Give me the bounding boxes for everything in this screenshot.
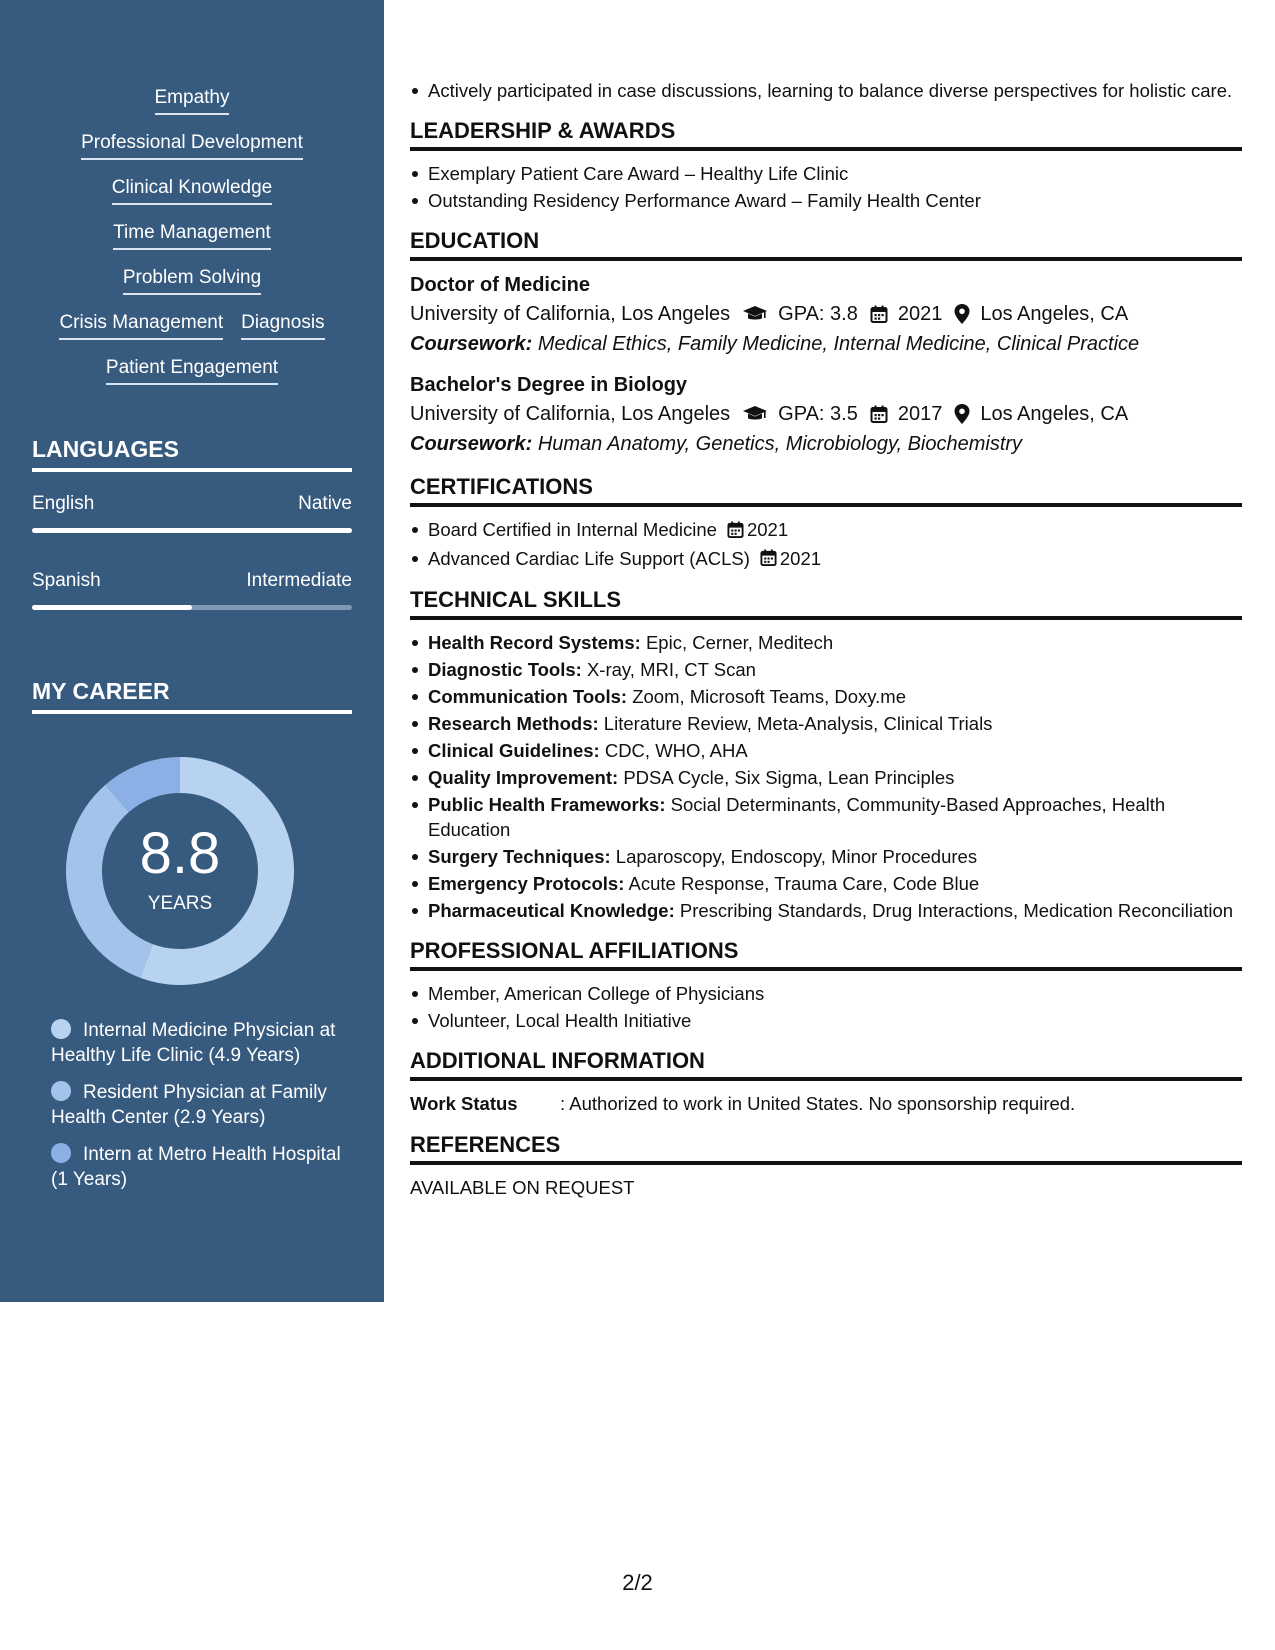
education-location: Los Angeles, CA <box>980 403 1129 425</box>
technical-skill-value: Acute Response, Trauma Care, Code Blue <box>628 873 980 895</box>
education-entry <box>410 271 1242 359</box>
language-proficiency-bar <box>32 605 352 610</box>
coursework-label: Coursework: <box>410 433 533 455</box>
career-legend-text: Internal Medicine Physician at Healthy Life Clinic (4.9 Years) <box>51 1020 336 1066</box>
certifications-heading: CERTIFICATIONS <box>410 473 1242 507</box>
skill-tag: Empathy <box>155 84 230 115</box>
list-item: Member, American College of Physicians <box>410 981 1242 1006</box>
education-coursework <box>410 329 1242 359</box>
technical-skill-label: Diagnostic Tools: <box>428 659 582 681</box>
main-content <box>410 78 1242 1201</box>
technical-skill-label: Surgery Techniques: <box>428 846 611 868</box>
education-year: 2021 <box>897 303 943 325</box>
references-heading: REFERENCES <box>410 1131 1242 1165</box>
work-status-row <box>410 1091 1242 1117</box>
career-legend-item <box>51 1142 341 1192</box>
career-total-years: 8.8 <box>139 821 221 886</box>
technical-skill-item <box>410 657 1242 682</box>
skill-row <box>32 129 352 174</box>
career-legend <box>51 1018 341 1204</box>
technical-skill-item <box>410 711 1242 736</box>
skill-tag: Patient Engagement <box>106 354 278 385</box>
education-degree: Doctor of Medicine <box>410 274 591 296</box>
language-proficiency-fill <box>32 605 192 610</box>
location-pin-icon <box>954 304 970 324</box>
technical-skill-label: Quality Improvement: <box>428 767 619 789</box>
technical-skill-value: Literature Review, Meta-Analysis, Clinical Trials <box>603 713 993 735</box>
experience-continued-list <box>410 78 1242 103</box>
technical-skill-label: Research Methods: <box>428 713 599 735</box>
language-item <box>32 569 352 610</box>
education-gpa: GPA: 3.8 <box>778 303 858 325</box>
technical-skill-label: Health Record Systems: <box>428 632 641 654</box>
certification-item <box>410 517 1242 544</box>
skill-tag: Diagnosis <box>241 309 324 340</box>
page-number: 2/2 <box>622 1570 653 1595</box>
references-text: AVAILABLE ON REQUEST <box>410 1177 635 1199</box>
skill-tag: Time Management <box>113 219 271 250</box>
coursework-value: Human Anatomy, Genetics, Microbiology, Biochemistry <box>537 433 1023 455</box>
education-year: 2017 <box>897 403 943 425</box>
certification-item <box>410 546 1242 573</box>
certification-year: 2021 <box>746 519 789 540</box>
technical-skill-value: Social Determinants, Community-Based Approaches, Health Education <box>428 794 1166 841</box>
leadership-heading: LEADERSHIP & AWARDS <box>410 117 1242 151</box>
graduation-cap-icon <box>742 305 768 323</box>
certification-name: Board Certified in Internal Medicine <box>428 519 717 540</box>
skill-row <box>32 174 352 219</box>
calendar-icon <box>760 547 777 572</box>
career-legend-dot <box>51 1143 71 1163</box>
location-pin-icon <box>954 404 970 424</box>
leadership-list <box>410 161 1242 213</box>
certification-name: Advanced Cardiac Life Support (ACLS) <box>428 547 750 569</box>
career-legend-text: Intern at Metro Health Hospital (1 Years) <box>51 1144 341 1190</box>
technical-skill-label: Communication Tools: <box>428 686 628 708</box>
technical-skills-list <box>410 630 1242 923</box>
coursework-label: Coursework: <box>410 333 533 355</box>
skill-row <box>32 219 352 264</box>
career-legend-dot <box>51 1081 71 1101</box>
skill-row <box>32 84 352 129</box>
list-item: Outstanding Residency Performance Award – Family Health Center <box>410 188 1242 213</box>
work-status-label: Work Status <box>410 1093 518 1115</box>
technical-skill-item <box>410 738 1242 763</box>
education-school: University of California, Los Angeles <box>410 303 731 325</box>
technical-skill-label: Emergency Protocols: <box>428 873 625 895</box>
technical-skill-value: Laparoscopy, Endoscopy, Minor Procedures <box>615 846 978 868</box>
language-proficiency-fill <box>32 528 352 533</box>
technical-skill-value: Zoom, Microsoft Teams, Doxy.me <box>632 686 906 708</box>
career-years-label: YEARS <box>147 893 213 914</box>
career-legend-dot <box>51 1019 71 1039</box>
language-proficiency-bar <box>32 528 352 533</box>
technical-skill-label: Clinical Guidelines: <box>428 740 600 762</box>
sidebar <box>0 0 384 1302</box>
language-name: Spanish <box>32 570 101 591</box>
career-legend-item <box>51 1018 341 1068</box>
technical-skill-value: X-ray, MRI, CT Scan <box>586 659 756 681</box>
skill-tag: Clinical Knowledge <box>112 174 273 205</box>
education-heading: EDUCATION <box>410 227 1242 261</box>
language-name: English <box>32 493 95 514</box>
list-item: Actively participated in case discussions, learning to balance diverse perspectives for holistic care. <box>410 78 1242 103</box>
affiliations-list <box>410 981 1242 1033</box>
list-item: Volunteer, Local Health Initiative <box>410 1008 1242 1033</box>
languages-heading: LANGUAGES <box>32 434 352 472</box>
additional-info-heading: ADDITIONAL INFORMATION <box>410 1047 1242 1081</box>
technical-skill-value: CDC, WHO, AHA <box>604 740 748 762</box>
education-meta <box>410 299 1242 329</box>
language-row <box>32 569 352 593</box>
affiliations-heading: PROFESSIONAL AFFILIATIONS <box>410 937 1242 971</box>
certifications-list <box>410 517 1242 572</box>
skill-row <box>32 309 352 354</box>
career-legend-item <box>51 1080 341 1130</box>
skill-row <box>32 354 352 399</box>
education-entry <box>410 371 1242 459</box>
technical-skill-value: PDSA Cycle, Six Sigma, Lean Principles <box>623 767 955 789</box>
education-meta <box>410 399 1242 429</box>
technical-skill-item <box>410 684 1242 709</box>
technical-skill-label: Pharmaceutical Knowledge: <box>428 900 675 922</box>
technical-skill-value: Prescribing Standards, Drug Interactions, Medication Reconciliation <box>679 900 1234 922</box>
technical-skill-item <box>410 844 1242 869</box>
technical-skill-item <box>410 871 1242 896</box>
coursework-value: Medical Ethics, Family Medicine, Internal Medicine, Clinical Practice <box>537 333 1140 355</box>
skill-row <box>32 264 352 309</box>
work-status-value: : Authorized to work in United States. No sponsorship required. <box>560 1093 1076 1115</box>
list-item: Exemplary Patient Care Award – Healthy Life Clinic <box>410 161 1242 186</box>
skill-tag: Professional Development <box>81 129 303 160</box>
languages-list <box>32 492 352 646</box>
calendar-icon <box>727 519 744 544</box>
education-gpa: GPA: 3.5 <box>778 403 858 425</box>
education-school: University of California, Los Angeles <box>410 403 731 425</box>
technical-skill-value: Epic, Cerner, Meditech <box>645 632 834 654</box>
education-location: Los Angeles, CA <box>980 303 1129 325</box>
technical-skill-item <box>410 898 1242 923</box>
calendar-icon <box>870 405 888 423</box>
education-coursework <box>410 429 1242 459</box>
language-row <box>32 492 352 516</box>
education-degree: Bachelor's Degree in Biology <box>410 374 688 396</box>
technical-skill-label: Public Health Frameworks: <box>428 794 666 816</box>
skill-tag: Crisis Management <box>59 309 223 340</box>
skills-list <box>32 84 352 399</box>
graduation-cap-icon <box>742 405 768 423</box>
language-level: Intermediate <box>246 570 352 591</box>
technical-skill-item <box>410 630 1242 655</box>
language-item <box>32 492 352 533</box>
skill-tag: Problem Solving <box>123 264 261 295</box>
certification-year: 2021 <box>779 547 822 569</box>
technical-skill-item <box>410 765 1242 790</box>
calendar-icon <box>870 305 888 323</box>
career-legend-text: Resident Physician at Family Health Center (2.9 Years) <box>51 1082 327 1128</box>
technical-skills-heading: TECHNICAL SKILLS <box>410 586 1242 620</box>
technical-skill-item <box>410 792 1242 842</box>
education-list <box>410 271 1242 459</box>
language-level: Native <box>298 493 352 514</box>
career-heading: MY CAREER <box>32 676 352 714</box>
